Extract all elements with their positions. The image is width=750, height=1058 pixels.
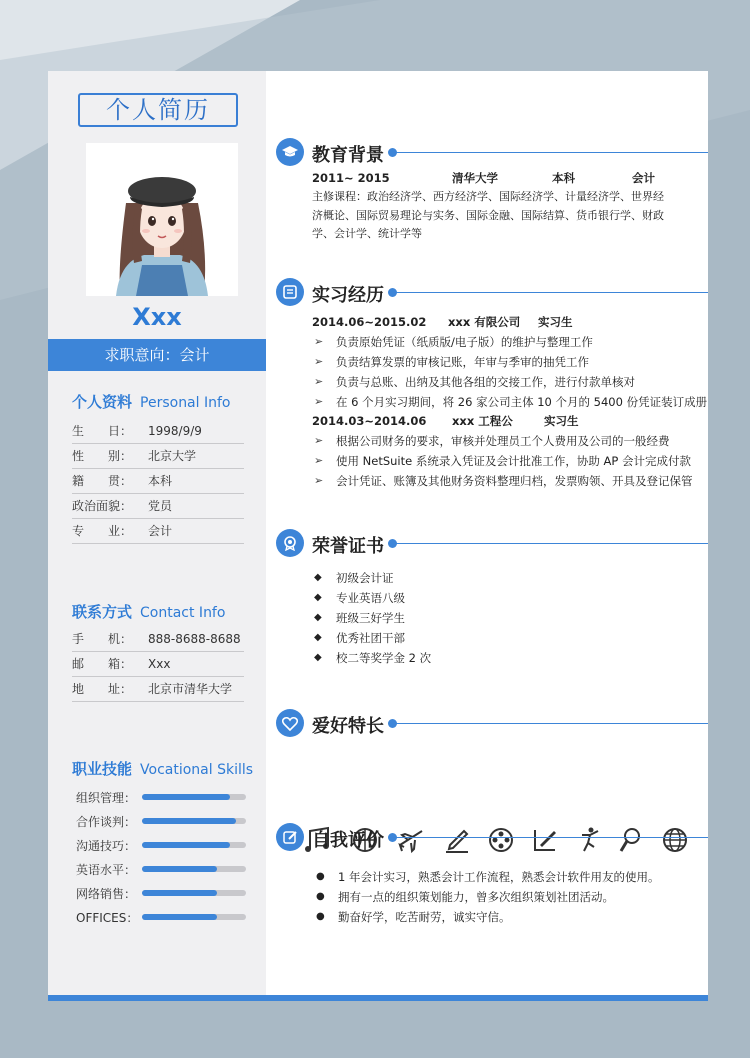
honors-section-header [276, 528, 708, 558]
sidebar [48, 71, 266, 1001]
education-courses-line: 济概论、国际贸易理论与实务、国际金融、国际结算、货币银行学、财政 [312, 209, 664, 222]
job-intent: 求职意向：会计 [48, 339, 266, 371]
personal-info-heading-cn: 个人资料 [72, 393, 133, 411]
info-value: 888-8688-8688 [148, 632, 241, 646]
skills-heading [72, 758, 253, 779]
section-divider [392, 723, 708, 724]
info-label: 地 址： [72, 682, 133, 696]
info-row-address [72, 677, 244, 702]
candidate-name: Xxx [132, 303, 182, 331]
skill-level-bar [142, 914, 246, 920]
skill-level-fill [142, 890, 217, 896]
graduation-cap-icon [276, 138, 304, 166]
edit-icon [276, 823, 304, 851]
skills-heading-en: Vocational Skills [140, 762, 254, 778]
info-row-gender [72, 444, 244, 469]
skills-heading-cn: 职业技能 [72, 760, 133, 778]
section-divider [392, 543, 708, 544]
education-school: 清华大学 [452, 171, 498, 185]
resume-page [48, 71, 708, 1001]
education-degree: 本科 [552, 171, 575, 185]
self-eval-item: ● 勤奋好学，吃苦耐劳，诚实守信。 [338, 907, 511, 927]
self-eval-item: ● 1 年会计实习，熟悉会计工作流程，熟悉会计软件用友的使用。 [338, 867, 659, 887]
info-value: 会计 [148, 524, 173, 538]
skill-level-fill [142, 794, 230, 800]
section-divider [392, 292, 708, 293]
skill-label: 网络销售： [76, 886, 137, 901]
info-row-hometown [72, 469, 244, 494]
skill-label: 英语水平： [76, 862, 137, 877]
job1-duty: ➢ 负责原始凭证（纸质版/电子版）的维护与整理工作 [336, 332, 593, 352]
skill-level-fill [142, 842, 230, 848]
skill-level-fill [142, 866, 217, 872]
skill-label: 沟通技巧： [76, 838, 137, 853]
job2-company: xxx 工程公 [452, 414, 513, 428]
info-value: Xxx [148, 657, 171, 671]
job1-company: xxx 有限公司 [448, 315, 521, 329]
job2-period: 2014.03~2014.06 [312, 414, 427, 428]
skill-row [76, 833, 256, 857]
self-eval-item: ● 拥有一点的组织策划能力，曾多次组织策划社团活动。 [338, 887, 614, 907]
section-dot [388, 833, 397, 842]
personal-info-heading-en: Personal Info [140, 395, 231, 411]
skill-level-bar [142, 794, 246, 800]
job2-role: 实习生 [544, 414, 579, 428]
skill-row [76, 785, 256, 809]
internship-title: 实习经历 [312, 285, 384, 306]
info-label: 手 机： [72, 632, 133, 646]
education-title: 教育背景 [312, 145, 384, 166]
section-dot [388, 148, 397, 157]
info-value: 北京大学 [148, 449, 197, 463]
self-eval-title: 自我评价 [312, 830, 384, 851]
section-dot [388, 539, 397, 548]
job2-duty: ➢ 使用 NetSuite 系统录入凭证及会计批准工作，协助 AP 会计完成付款 [336, 451, 691, 471]
info-value: 1998/9/9 [148, 424, 202, 438]
medal-icon [276, 529, 304, 557]
info-label: 邮 箱： [72, 657, 133, 671]
skill-row [76, 809, 256, 833]
contact-info-heading-cn: 联系方式 [72, 603, 133, 621]
honor-item: ◆ 初级会计证 [336, 568, 394, 588]
resume-title: 个人简历 [78, 93, 238, 127]
contact-info-heading-en: Contact Info [140, 605, 226, 621]
education-period: 2011~ 2015 [312, 171, 390, 185]
honor-item: ◆ 班级三好学生 [336, 608, 405, 628]
hobbies-section-header [276, 708, 708, 738]
skill-level-bar [142, 818, 246, 824]
job1-duty: ➢ 在 6 个月实习期间，将 26 家公司主体 10 个月的 5400 份凭证装订成册 [336, 392, 707, 412]
job1-period: 2014.06~2015.02 [312, 315, 427, 329]
personal-info-heading [72, 391, 230, 412]
skill-row [76, 905, 256, 929]
skill-label: 合作谈判： [76, 814, 137, 829]
contact-info-table [72, 627, 244, 702]
info-label: 生 日： [72, 424, 133, 438]
section-dot [388, 288, 397, 297]
skill-label: OFFICES： [76, 910, 139, 925]
job1-duty: ➢ 负责结算发票的审核记账，年审与季审的抽凭工作 [336, 352, 589, 372]
info-value: 北京市清华大学 [148, 682, 233, 696]
honor-item: ◆ 校二等奖学金 2 次 [336, 648, 431, 668]
info-value: 党员 [148, 499, 173, 513]
section-dot [388, 719, 397, 728]
skill-row [76, 881, 256, 905]
honor-item: ◆ 专业英语八级 [336, 588, 405, 608]
hobbies-title: 爱好特长 [312, 716, 384, 737]
info-label: 籍 贯： [72, 474, 133, 488]
document-icon [276, 278, 304, 306]
skill-level-fill [142, 818, 236, 824]
heart-icon [276, 709, 304, 737]
job2-duty: ➢ 会计凭证、账簿及其他财务资料整理归档，发票购领、开具及登记保管 [336, 471, 693, 491]
info-row-political [72, 494, 244, 519]
skill-label: 组织管理： [76, 790, 137, 805]
avatar-illustration [86, 143, 238, 296]
skill-level-bar [142, 890, 246, 896]
honors-title: 荣誉证书 [312, 536, 384, 557]
section-divider [392, 837, 708, 838]
skill-level-bar [142, 866, 246, 872]
education-courses-line: 学、会计学、统计学等 [312, 227, 422, 240]
section-divider [392, 152, 708, 153]
info-value: 本科 [148, 474, 173, 488]
job1-duty: ➢ 负责与总账、出纳及其他各组的交接工作，进行付款单核对 [336, 372, 635, 392]
job2-duty: ➢ 根据公司财务的要求，审核并处理员工个人费用及公司的一般经费 [336, 431, 670, 451]
info-label: 政治面貌： [72, 499, 133, 513]
education-section-header [276, 137, 708, 167]
bottom-accent-bar [48, 995, 708, 1001]
education-major: 会计 [632, 171, 655, 185]
honor-item: ◆ 优秀社团干部 [336, 628, 405, 648]
education-courses-line: 主修课程：政治经济学、西方经济学、国际经济学、计量经济学、世界经 [312, 190, 664, 203]
skill-level-bar [142, 842, 246, 848]
internship-section-header [276, 277, 708, 307]
personal-info-table [72, 419, 244, 544]
job1-role: 实习生 [538, 315, 573, 329]
skill-row [76, 857, 256, 881]
info-row-major [72, 519, 244, 544]
info-row-email [72, 652, 244, 677]
skill-level-fill [142, 914, 217, 920]
info-row-phone [72, 627, 244, 652]
info-row-birthday [72, 419, 244, 444]
contact-info-heading [72, 601, 225, 622]
info-label: 性 别： [72, 449, 133, 463]
info-label: 专 业： [72, 524, 133, 538]
self-eval-section-header [276, 822, 708, 852]
